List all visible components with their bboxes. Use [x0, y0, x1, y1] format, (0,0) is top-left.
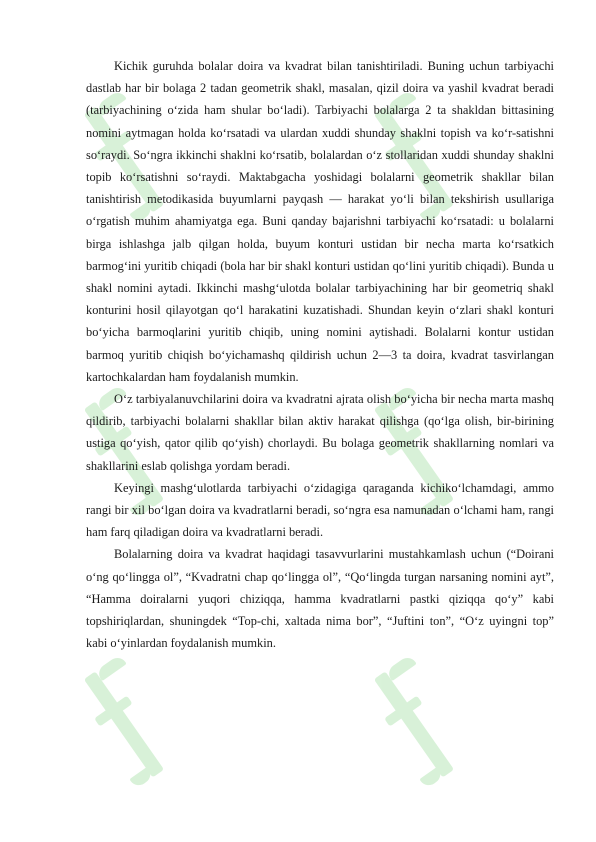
- paragraph: Kichik guruhda bolalar doira va kvadrat bilan tanishtiriladi. Buning uchun tarbiyachi dastlab har bir bolaga 2 tadan geometrik shakl, masalan, qizil doira va yashil kvadrat beradi (tarbiyachining o‘zida ham shular bo‘ladi). Tarbiyachi bolalarga 2 ta shakldan bittasining nomini aytmagan holda ko‘rsatadi va ulardan xuddi shunday shaklni topish va ko‘r-satishni so‘raydi. So‘ngra ikkinchi shaklni ko‘rsatib, bolalardan o‘z stollaridan xuddi shunday shaklni topib ko‘rsatishni so‘raydi. Maktabgacha yoshidagi bolalarni geometrik shakllar bilan tanishtirish metodikasida buyumlarni payqash — harakat yo‘li bilan tekshirish usullariga o‘rgatish muhim ahamiyatga ega. Buni qanday bajarishni tarbiyachi ko‘rsatadi: u bolalarni birga ishlashga jalb qilgan holda, buyum konturi ustidan bir necha marta ko‘rsatkich barmog‘ini yuritib chiqadi (bola har bir shakl konturi ustidan qo‘lini yuritib chiqadi). Bunda u shakl nomini aytadi. Ikkinchi mashg‘ulotda bolalar tarbiyachining har bir geometriq shakl konturini hosil qilayotgan qo‘l harakatini kuzatishadi. Shundan keyin o‘zlari shakl konturi bo‘yicha barmoqlarini yuritib chiqib, uning nomini aytishadi. Bolalarni kontur ustidan barmoq yuritib chiqish bo‘yichamashq qildirish uchun 2—3 ta doira, kvadrat tasvirlangan kartochkalardan ham foydalanish mumkin.: [86, 59, 554, 384]
- watermark-logo-icon: [67, 656, 202, 813]
- paragraph: O‘z tarbiyalanuvchilarini doira va kvadratni ajrata olish bo‘yicha bir necha marta mashq qildirib, tarbiyachi bolalarni shakllar bilan aktiv harakat qilishga (qo‘lga olish, bir-birining ustiga qo‘yish, qator qilib qo‘yish) chorlaydi. Bu bolaga geometrik shakllarning nomlari va shakllarini eslab qolishga yordam beradi.: [86, 392, 554, 473]
- watermark-logo-icon: [357, 656, 492, 813]
- paragraph: Keyingi mashg‘ulotlarda tarbiyachi o‘zidagiga qaraganda kichiko‘lchamdagi, ammo rangi bir xil bo‘lgan doira va kvadratlarni beradi, so‘ngra esa namunadan o‘lchami ham, rangi ham farq qiladigan doira va kvadratlarni beradi.: [86, 480, 554, 540]
- paragraph: Bolalarning doira va kvadrat haqidagi tasavvurlarini mustahkamlash uchun (“Doirani o‘ng qo‘lingga ol”, “Kvadratni chap qo‘lingga ol”, “Qo‘lingda turgan narsaning nomini ayt”, “Hamma doiralarni yuqori chiziqqa, hamma kvadratlarni pastki qiziqqa qo‘y” kabi topshiriqlardan, shuningdek “Top-chi, xaltada nima bor”, “Juftini ton”, “O‘z uyingni top” kabi o‘yinlardan foydalanish mumkin.: [86, 547, 554, 651]
- document-body: [86, 55, 554, 654]
